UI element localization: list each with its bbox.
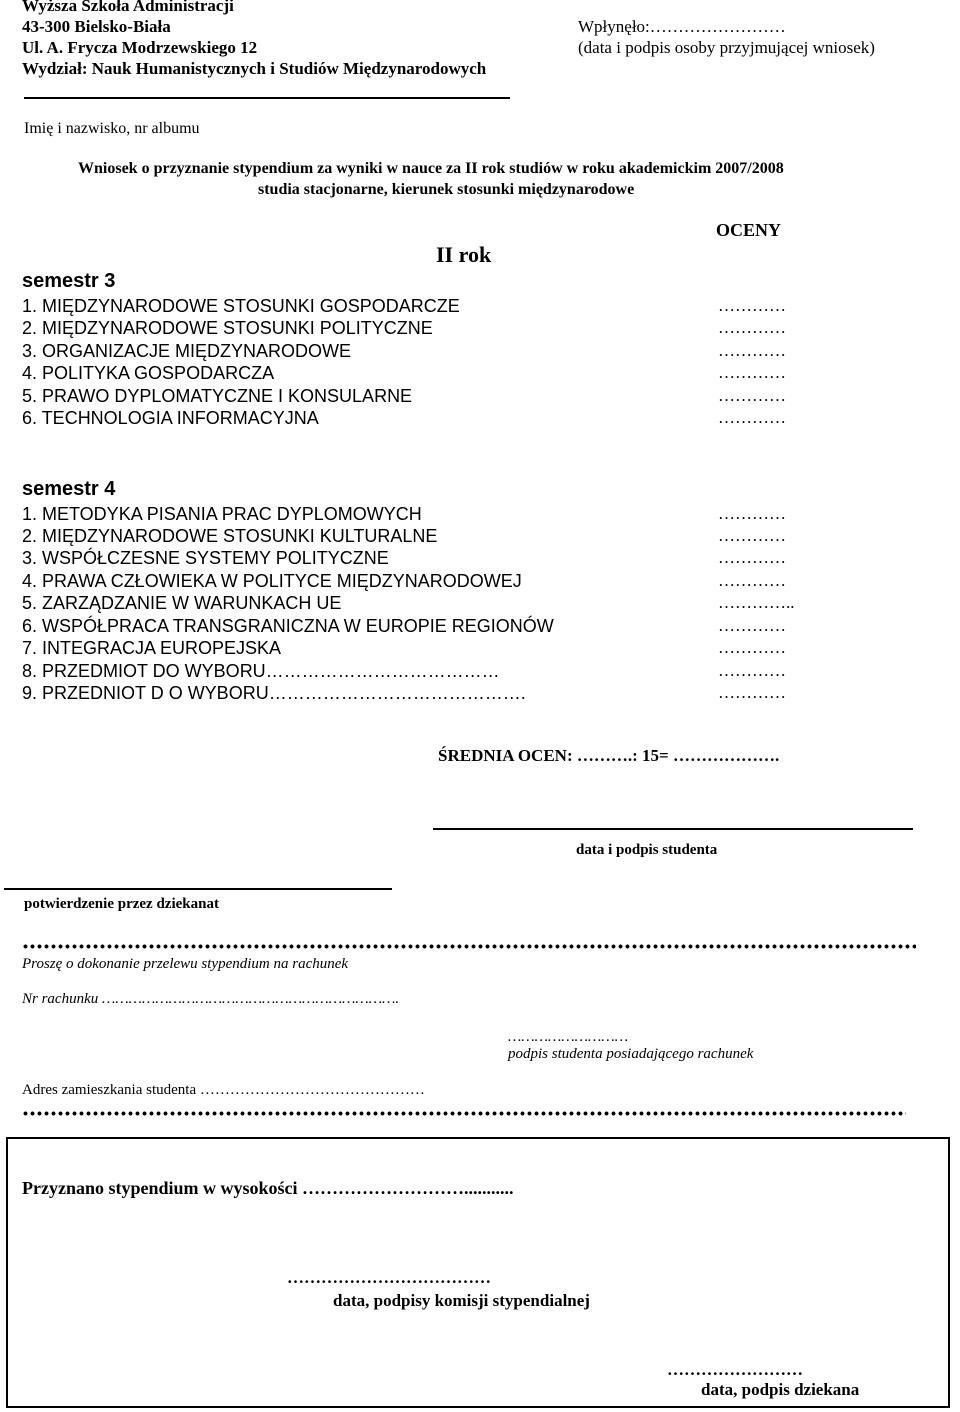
grade-field[interactable]: ………… [718,363,786,382]
grade-field[interactable]: ………… [718,616,786,635]
dean-office-line [4,888,392,890]
subject-name: 6. TECHNOLOGIA INFORMACYJNA [22,408,319,428]
grade-field[interactable]: ………… [718,341,786,360]
school-address-street: Ul. A. Frycza Modrzewskiego 12 [22,38,258,57]
grade-field[interactable]: ………… [718,526,786,545]
application-subtitle: studia stacjonarne, kierunek stosunki międzynarodowe [258,181,635,198]
grade-average[interactable]: ŚREDNIA OCEN: ……….: 15= ………………. [438,746,780,765]
grade-field[interactable]: ………… [718,683,786,702]
account-owner-signature-label: podpis studenta posiadającego rachunek [508,1046,754,1062]
dotted-separator [22,944,916,949]
subject-name: 9. PRZEDNIOT D O WYBORU……………………………………. [22,683,526,703]
subject-name: 1. MIĘDZYNARODOWE STOSUNKI GOSPODARCZE [22,296,460,316]
student-address-field[interactable]: Adres zamieszkania studenta ……………………………………… [22,1082,425,1098]
subject-name: 5. PRAWO DYPLOMATYCZNE I KONSULARNE [22,386,413,406]
grade-field[interactable]: ………… [718,408,786,427]
received-label: Wpłynęło:…………………… [578,17,786,36]
account-number-field[interactable]: Nr rachunku …………………………………………………………. [22,991,400,1007]
subject-name: 6. WSPÓŁPRACA TRANSGRANICZNA W EUROPIE REGIONÓW [22,616,554,636]
subject-name: 5. ZARZĄDZANIE W WARUNKACH UE [22,593,342,613]
grade-field[interactable]: ………… [718,318,786,337]
semester4-label: semestr 4 [22,478,116,500]
transfer-request: Proszę o dokonanie przelewu stypendium na rachunek [22,956,349,972]
grade-field[interactable]: ………… [718,296,786,315]
grade-field[interactable]: ………… [718,638,786,657]
grade-field[interactable]: ………… [718,571,786,590]
subject-name: 2. MIĘDZYNARODOWE STOSUNKI POLITYCZNE [22,318,433,338]
application-title: Wniosek o przyznanie stypendium za wyniki w nauce za II rok studiów w roku akademickim 2007/2008 [78,160,784,177]
student-name-label: Imię i nazwisko, nr albumu [24,120,200,137]
subject-name: 3. ORGANIZACJE MIĘDZYNARODOWE [22,341,352,361]
grade-field[interactable]: ………….. [718,593,795,612]
grade-field[interactable]: ………… [718,661,786,680]
faculty-name: Wydział: Nauk Humanistycznych i Studiów Międzynarodowych [22,59,487,78]
committee-signature-field[interactable]: ……………………………… [287,1268,491,1287]
grades-header: OCENY [716,220,782,240]
subject-name: 3. WSPÓŁCZESNE SYSTEMY POLITYCZNE [22,548,389,568]
subject-name: 2. MIĘDZYNARODOWE STOSUNKI KULTURALNE [22,526,438,546]
dean-office-label: potwierdzenie przez dziekanat [24,896,219,912]
committee-signature-label: data, podpisy komisji stypendialnej [333,1291,590,1310]
dean-signature-field[interactable]: …………………… [667,1360,803,1379]
grade-field[interactable]: ………… [718,548,786,567]
school-address-city: 43-300 Bielsko-Biała [22,17,171,36]
subject-name: 4. PRAWA CZŁOWIEKA W POLITYCE MIĘDZYNARODOWEJ [22,571,522,591]
semester3-label: semestr 3 [22,270,116,292]
scholarship-amount-field[interactable]: Przyznano stypendium w wysokości ………………………........... [22,1178,514,1198]
student-signature-line [433,828,913,830]
grade-field[interactable]: ………… [718,504,786,523]
subject-name: 8. PRZEDMIOT DO WYBORU………………………………… [22,661,500,681]
grade-field[interactable]: ………… [718,386,786,405]
year-label: II rok [436,242,492,267]
school-name: Wyższa Szkoła Administracji [22,0,234,15]
dotted-separator [22,1111,906,1116]
account-owner-signature-field[interactable]: ……………………… [508,1029,629,1045]
subject-name: 4. POLITYKA GOSPODARCZA [22,363,275,383]
subject-name: 1. METODYKA PISANIA PRAC DYPLOMOWYCH [22,504,422,524]
dean-signature-label: data, podpis dziekana [701,1380,860,1399]
subject-name: 7. INTEGRACJA EUROPEJSKA [22,638,282,658]
student-name-line [24,97,510,99]
received-note: (data i podpis osoby przyjmującej wniosek) [578,38,875,57]
student-signature-label: data i podpis studenta [576,842,718,858]
